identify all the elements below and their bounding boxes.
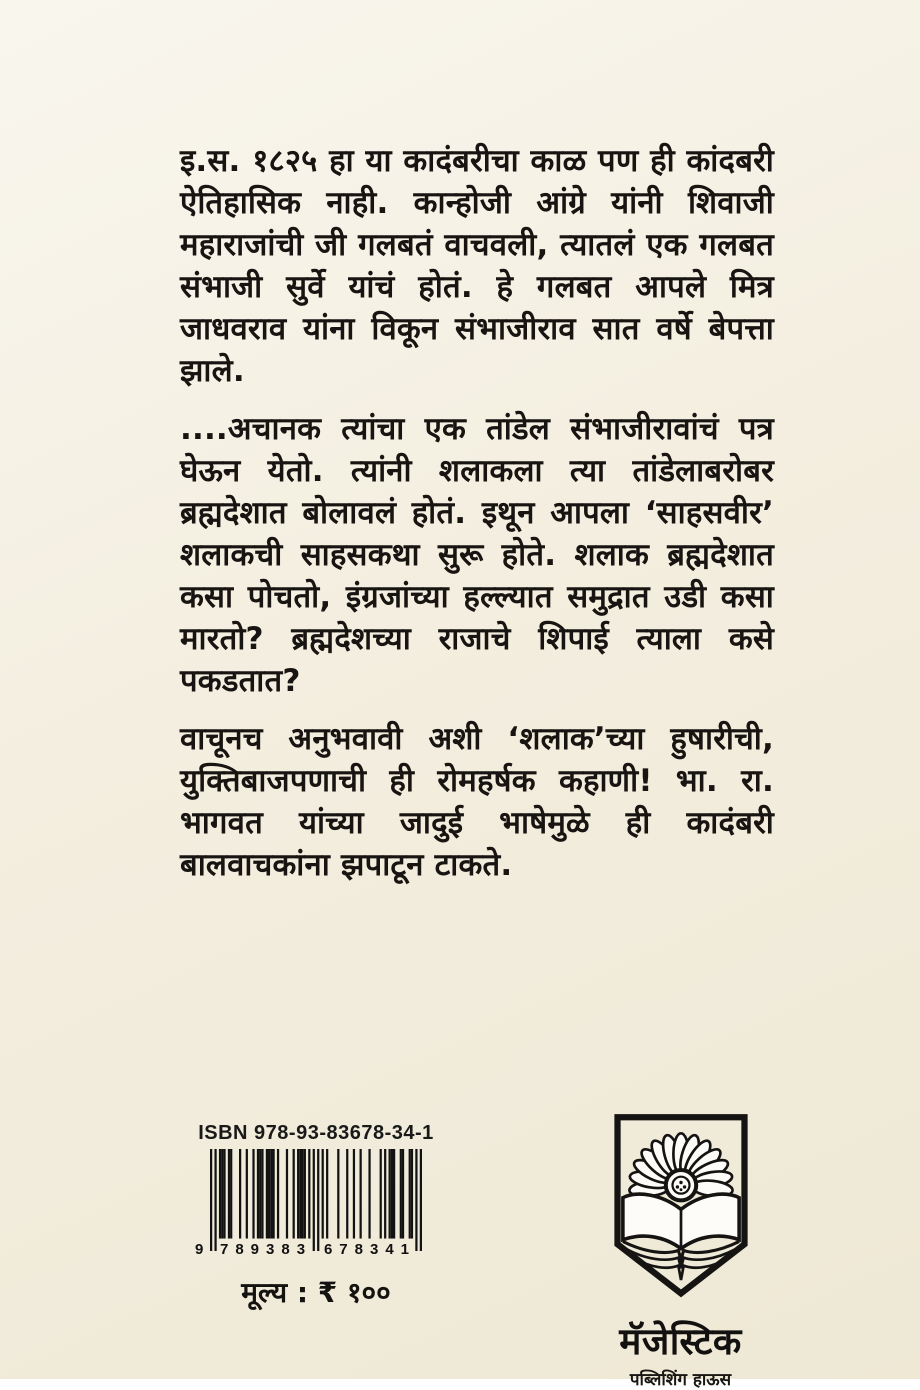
blurb-paragraph-2: ....अचानक त्यांचा एक तांडेल संभाजीरावांचं पत्र घेऊन येतो. त्यांनी शलाकला त्या तांडेलाबरोबर ब्रह्मदेशात बोलावलं होतं. इथून आपला ‘साहसवीर’ शलाकची साहसकथा सुरू होते. शलाक ब्रह्मदेशात कसा पोचतो, इंग्रजांच्या हल्ल्यात समुद्रात उडी कसा मारतो? ब्रह्मदेशच्या राजाचे शिपाई त्याला कसे पकडतात? <box>180 411 774 699</box>
publisher-subtitle: पब्लिशिंग हाऊस <box>629 1370 732 1390</box>
barcode-digit-group-3: 678341 <box>323 1241 417 1258</box>
blurb-text-block <box>180 140 774 902</box>
publisher-name: मॅजेस्टिक <box>619 1320 742 1363</box>
blurb-paragraph-3: वाचूनच अनुभवावी अशी ‘शलाक’च्या हुषारीची, युक्तिबाजपणाची ही रोमहर्षक कहाणी! भा. रा. भागवत यांच्या जादुई भाषेमुळे ही कादंबरी बालवाचकांना झपाटून टाकते. <box>180 721 774 883</box>
blurb-paragraph-1: इ.स. १८२५ हा या कादंबरीचा काळ पण ही कांदबरी ऐतिहासिक नाही. कान्होजी आंग्रे यांनी शिवाजी महाराजांची जी गलबतं वाचवली, त्यातलं एक गलबत संभाजी सुर्वे यांचं होतं. हे गलबत आपले मित्र जाधवराव यांना विकून संभाजीराव सात वर्षे बेपत्ता झाले. <box>180 143 774 389</box>
ean13-barcode <box>195 1149 422 1259</box>
isbn-block <box>196 1122 436 1311</box>
publisher-logo <box>588 1108 773 1390</box>
isbn-number: ISBN 978-93-83678-34-1 <box>198 1122 434 1144</box>
barcode-digits <box>195 1239 422 1259</box>
price-label: मूल्य : ₹ १०० <box>241 1276 391 1309</box>
barcode-digit-group-1: 9 <box>195 1241 204 1258</box>
barcode-digit-group-2: 789383 <box>220 1241 313 1258</box>
sunflower-open-book-shield-icon <box>605 1108 757 1316</box>
barcode-bars-icon <box>210 1149 422 1251</box>
